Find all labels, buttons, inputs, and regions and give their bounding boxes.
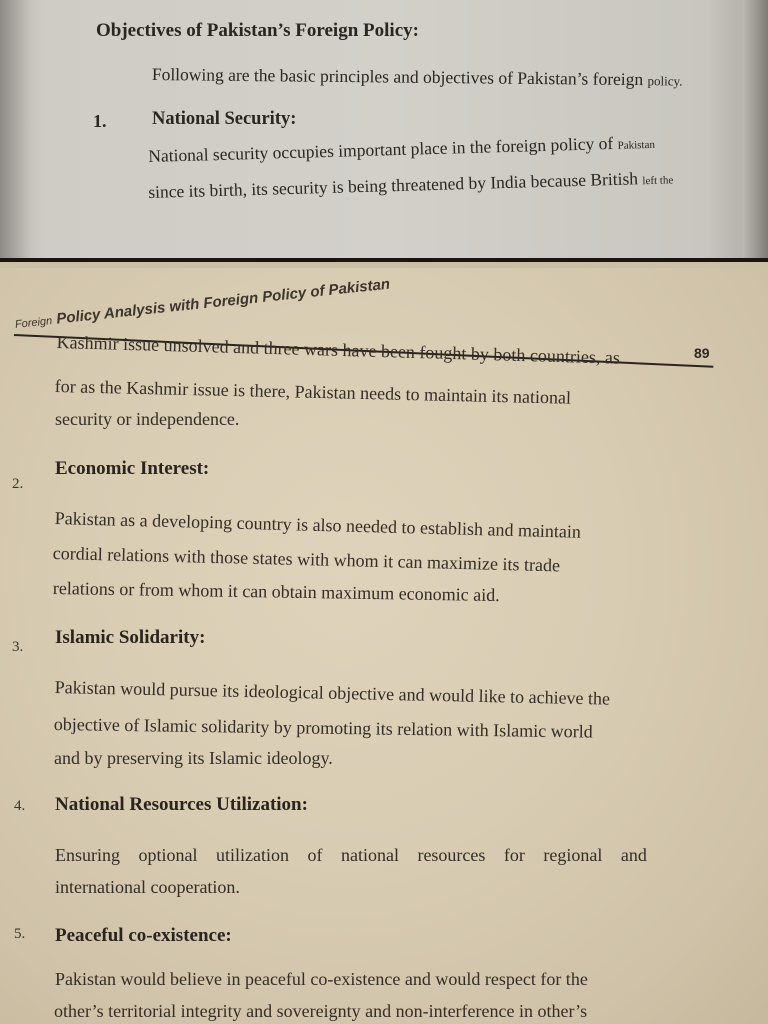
book-binding [0, 0, 30, 258]
body-line: since its birth, its security is being threatened by India because British left the [148, 168, 674, 202]
section-heading: Islamic Solidarity: [55, 627, 206, 648]
upper-page [0, 0, 768, 258]
body-line: Kashmir issue unsolved and three wars have been fought by both countries, as [56, 332, 621, 368]
intro-paragraph: Following are the basic principles and objectives of Pakistan’s foreign policy. [151, 64, 683, 90]
body-line: international cooperation. [55, 877, 240, 897]
running-head: Foreign Policy Analysis with Foreign Policy of Pakistan [14, 275, 391, 331]
section-number: 5. [14, 926, 26, 942]
body-line: security or independence. [55, 409, 240, 429]
page-edge [742, 0, 768, 258]
section-heading: Peaceful co-existence: [55, 925, 232, 946]
section-heading: National Security: [152, 109, 297, 129]
body-line: for as the Kashmir issue is there, Pakistan needs to maintain its national [54, 376, 572, 408]
body-line: Pakistan would believe in peaceful co-existence and would respect for the [55, 969, 588, 989]
body-line: National security occupies important place in the foreign policy of Pakistan [148, 133, 656, 166]
body-line: Pakistan would pursue its ideological objective and would like to achieve the [54, 677, 611, 709]
body-line: relations or from whom it can obtain maximum economic aid. [52, 578, 500, 606]
page-title: Objectives of Pakistan’s Foreign Policy: [96, 20, 419, 41]
body-line: objective of Islamic solidarity by promoting its relation with Islamic world [53, 714, 593, 742]
body-line: Ensuring optional utilization of national resources for regional and [55, 845, 647, 865]
section-number: 1. [93, 111, 107, 131]
page-number: 89 [694, 345, 710, 361]
section-number: 2. [12, 476, 24, 492]
body-line: other’s territorial integrity and sovereignty and non-interference in other’s [54, 1001, 588, 1021]
page-top-strip [0, 262, 768, 268]
section-number: 4. [14, 798, 26, 814]
body-line: cordial relations with those states with whom it can maximize its trade [52, 543, 561, 576]
section-number: 3. [12, 639, 24, 655]
section-heading: National Resources Utilization: [55, 794, 308, 815]
body-line: and by preserving its Islamic ideology. [54, 748, 333, 768]
section-heading: Economic Interest: [55, 458, 210, 479]
lower-page [0, 262, 768, 1024]
body-line: Pakistan as a developing country is also needed to establish and maintain [54, 508, 582, 542]
